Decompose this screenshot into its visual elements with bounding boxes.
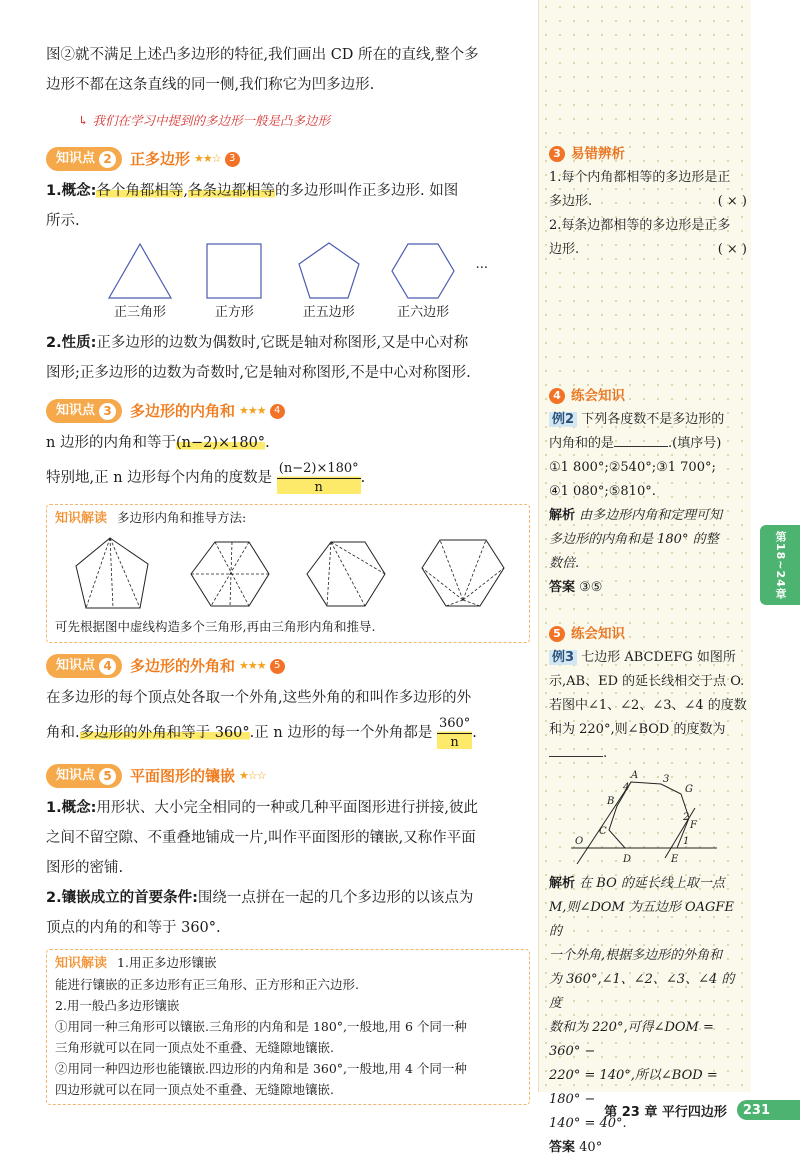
svg-text:E: E: [671, 854, 679, 865]
annotation-arrow-icon: ↳: [78, 113, 93, 128]
proof-fig-2: [187, 534, 273, 614]
kp4-tag: 知识点 4: [46, 654, 122, 678]
err-mark-2: ( × ): [717, 242, 747, 257]
proof-fig-1: [70, 534, 156, 614]
kp5-condition: 2.镶嵌成立的首要条件:围绕一点拼在一起的几个多边形的以该点为: [46, 890, 474, 906]
svg-text:O: O: [575, 836, 584, 847]
kp2-concept: 1.概念:各个角都相等,各条边都相等的多边形叫作正多边形. 如图: [46, 183, 459, 199]
proof-fig-4: [420, 534, 506, 614]
kp3-stars: ★★★: [239, 404, 266, 417]
main-column: [46, 40, 530, 1113]
chapter-tab[interactable]: 第18~24章: [760, 525, 800, 605]
kp3-line2: 特别地,正 n 边形每个内角的度数是 $\frac{(n-2)\times 180^\circ}{n}$ .: [46, 460, 366, 495]
svg-text:3: 3: [663, 774, 670, 785]
svg-text:4: 4: [623, 782, 630, 793]
svg-text:1: 1: [683, 836, 690, 847]
proof-fig-3: [303, 534, 389, 614]
kp4-header: [46, 653, 530, 679]
kp2-stars: ★★☆: [194, 152, 221, 165]
kp2-header: [46, 146, 530, 172]
kp5-concept: 1.概念:用形状、大小完全相同的一种或几种平面图形进行拼接,彼此: [46, 800, 479, 816]
svg-text:2: 2: [683, 812, 690, 823]
kp3-title: 多边形的内角和: [130, 402, 236, 420]
square-figure: 正方形: [192, 240, 276, 324]
heptagon-figure: [569, 770, 719, 870]
angle-answer-blank[interactable]: [549, 742, 603, 757]
page-number: 231: [737, 1100, 800, 1120]
kp4-title: 多边形的外角和: [130, 657, 236, 675]
svg-text:C: C: [599, 826, 607, 837]
svg-text:F: F: [690, 820, 697, 831]
kp4-stars: ★★★: [239, 659, 266, 672]
regular-polygons-row: [98, 240, 488, 324]
kp3-fraction: $\frac{(n-2)\times 180^\circ}{n}$: [278, 460, 359, 495]
kp3-interp-note: 可先根据图中虚线构造多个三角形,再由三角形内角和推导.: [55, 619, 376, 634]
kp2-property-line2: 图形;正多边形的边数为奇数时,它是轴对称图形,不是中心对称图形.: [46, 365, 471, 381]
kp4-line1: 在多边形的每个顶点处各取一个外角,这些外角的和叫作多边形的外: [46, 690, 472, 706]
hexagon-figure: 正六边形: [381, 240, 465, 324]
svg-text:D: D: [623, 854, 632, 865]
answer-blank[interactable]: [614, 432, 668, 447]
pentagon-figure: 正五边形: [287, 240, 371, 324]
kp4-fraction: $\frac{360^\circ}{n}$: [438, 715, 471, 750]
angle-sum-figures: [55, 534, 521, 614]
svg-text:B: B: [607, 796, 615, 807]
kp5-header: [46, 763, 530, 789]
kp3-badge: 4: [270, 404, 285, 419]
page-footer: [560, 1100, 800, 1120]
kp2-concept-line2: 所示.: [46, 213, 80, 229]
kp5-title: 平面图形的镶嵌: [130, 767, 236, 785]
footer-chapter: 第 23 章 平行四边形: [604, 1104, 727, 1120]
example-2: 4 练会知识 例2 下列各度数不是多边形的 内角和的是 .(填序号) ①1 800°;②540°;③1 700°; ④1 080°;⑤810°. 解析 由多边形内角和定理可知 多边形的内角和是 180° 的整 数倍. 答案 ③⑤: [549, 388, 725, 595]
intro-line2: 边形不都在这条直线的同一侧,我们称它为凹多边形.: [46, 77, 375, 93]
svg-text:A: A: [631, 770, 639, 781]
error-analysis: 3 易错辨析 1.每个内角都相等的多边形是正 多边形. ( × ) 2.每条边都相等的多边形是正多 边形. ( × ): [549, 142, 747, 262]
example-3: 5 练会知识 例3 七边形 ABCDEFG 如图所 示,AB、ED 的延长线相交于点 O. 若图中∠1、∠2、∠3、∠4 的度数 和为 220°,则∠BOD 的度数为 . A B C D E F G O 1 2 3 4 解析 在 BO 的延长线上取一点 M,则∠DOM 为五边形 OAGFE 的 一个外角,根据多边形的外角和 为 360°,∠1、∠2、∠3、∠4 的度 数和为 220°,可得∠DOM = 360° − 220° = 140°,所以∠BOD = 180° − 140° = 40°. 答案 40°: [549, 626, 747, 1155]
kp3-line1: n 边形的内角和等于(n−2)×180°.: [46, 435, 270, 451]
kp2-title: 正多边形: [130, 150, 191, 168]
kp5-tag: 知识点 5: [46, 764, 122, 788]
intro-annotation: ↳ 我们在学习中提到的多边形一般是凸多边形: [78, 113, 330, 128]
kp5-condition-line2: 顶点的内角的和等于 360°.: [46, 920, 221, 936]
kp4-line2: 角和.多边形的外角和等于 360°.正 n 边形的每一个外角都是 $\frac{360^\circ}{n}$ .: [46, 715, 477, 750]
triangle-figure: 正三角形: [98, 240, 182, 324]
kp3-interpretation: 知识解读 多边形内角和推导方法: 可先根据图中虚线构造多个三角形,再由三角形内角和推导.: [46, 504, 530, 643]
shapes-ellipsis: ...: [475, 257, 488, 272]
kp3-tag: 知识点 3: [46, 399, 122, 423]
kp4-badge: 5: [270, 659, 285, 674]
err-mark-1: ( × ): [717, 194, 747, 209]
intro-line1: 图②就不满足上述凸多边形的特征,我们画出 CD 所在的直线,整个多: [46, 47, 479, 63]
kp2-tag: 知识点 2: [46, 147, 122, 171]
kp5-concept-line2: 之间不留空隙、不重叠地铺成一片,叫作平面图形的镶嵌,又称作平面: [46, 830, 476, 846]
svg-text:G: G: [685, 784, 693, 795]
kp3-header: [46, 398, 530, 424]
kp5-interpretation: 知识解读 1.用正多边形镶嵌 能进行镶嵌的正多边形有正三角形、正方形和正六边形. 2.用一般凸多边形镶嵌 ①用同一种三角形可以镶嵌.三角形的内角和是 180°,一般地,用 6 个同一种 三角形就可以在同一顶点处不重叠、无缝隙地镶嵌. ②用同一种四边形也能镶嵌.四边形的内角和是 360°,一般地,用 4 个同一种 四边形就可以在同一顶点处不重叠、无缝隙地镶嵌.: [46, 949, 530, 1105]
kp5-concept-line3: 图形的密铺.: [46, 860, 124, 876]
kp2-property: 2.性质:正多边形的边数为偶数时,它既是轴对称图形,又是中心对称: [46, 335, 469, 351]
kp2-badge: 3: [225, 152, 240, 167]
kp5-stars: ★☆☆: [239, 769, 266, 782]
